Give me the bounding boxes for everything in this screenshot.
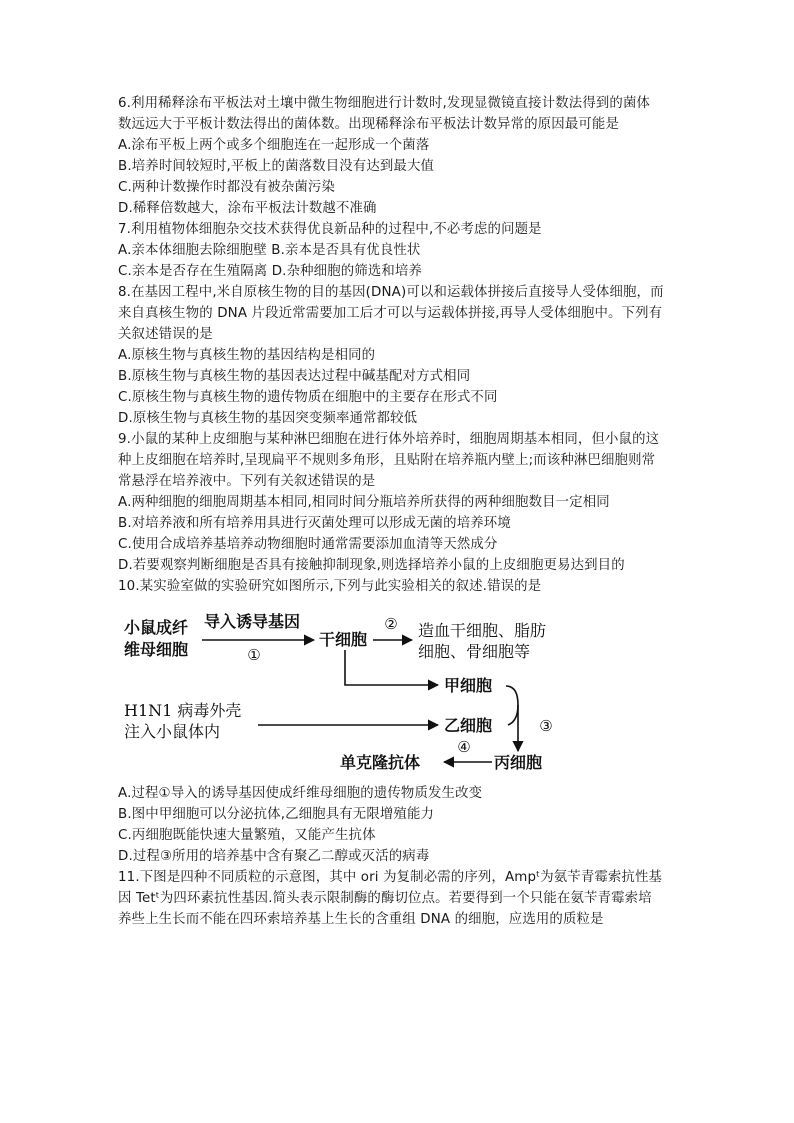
diagram-cell-yi: 乙细胞 <box>444 716 493 735</box>
q9-stem-line3: 常悬浮在培养液中。下列有关叙述错误的是 <box>118 474 376 489</box>
diagram-cell-jia: 甲细胞 <box>444 676 493 695</box>
q7-options-cd: C.亲本是否存在生殖隔离 D.杂种细胞的筛选和培养 <box>118 264 422 279</box>
q11-stem-line1: 11.下图是四种不同质粒的示意图，其中 ori 为复制必需的序列，Ampᵗ为氨苄青霉索抗性基 <box>118 870 663 885</box>
diagram-source-line1: 小鼠成纤 <box>124 618 189 637</box>
q8-option-c: C.原核生物与真核生物的遗传物质在细胞中的主要存在形式不同 <box>118 390 498 405</box>
q8-option-d: D.原核生物与真核生物的基因突变频率通常都较低 <box>118 411 418 426</box>
q11-stem-line3: 养些上生长而不能在四环索培养基上生长的含重组 DNA 的细胞，应选用的质粒是 <box>118 912 604 927</box>
diagram-cell-bing: 丙细胞 <box>494 753 543 772</box>
q8-option-b: B.原核生物与真核生物的基因表达过程中碱基配对方式相同 <box>118 369 471 384</box>
q11-stem-line2: 因 Tetᵗ为四环素抗性基因.简头表示限制酶的酶切位点。若要得到一个只能在氨苄青霉索培 <box>118 891 652 906</box>
diagram-virus-line2: 注入小鼠体内 <box>124 722 221 741</box>
q10-diagram <box>118 605 568 780</box>
q6-option-b: B.培养时间较短时,平板上的菌落数目没有达到最大值 <box>118 159 435 174</box>
diagram-step2-label: ② <box>384 615 398 633</box>
q8-stem-line3: 关叙述错误的是 <box>118 327 213 342</box>
q10-stem: 10.某实验室做的实验研究如图所示,下列与此实验相关的叙述.错误的是 <box>118 579 542 594</box>
diagram-source-line2: 维母细胞 <box>124 640 189 659</box>
diagram-virus-line1: H1N1 病毒外壳 <box>124 701 242 720</box>
q6-option-c: C.两种计数操作时都没有被杂菌污染 <box>118 180 336 195</box>
q6-stem-line1: 6.利用稀释涂布平板法对土壤中微生物细胞进行计数时,发现显微镜直接计数法得到的菌体 <box>118 96 651 111</box>
diagram-stem-cell: 干细胞 <box>319 630 368 649</box>
q6-stem-line2: 数远远大于平板计数法得出的菌体数。出现稀释涂布平板法计数异常的原因最可能是 <box>118 117 620 132</box>
q10-option-a: A.过程①导入的诱导基因使成纤维母细胞的遗传物质发生改变 <box>118 786 483 801</box>
q7-stem: 7.利用植物体细胞杂交技术获得优良新品种的过程中,不必考虑的问题是 <box>118 222 542 237</box>
q6-option-a: A.涂布平板上两个或多个细胞连在一起形成一个菌落 <box>118 138 430 153</box>
q8-stem-line1: 8.在基因工程中,米自原核生物的目的基因(DNA)可以和运载体拼接后直接导人受体细胞，而 <box>118 285 664 300</box>
q10-option-d: D.过程③所用的培养基中含有聚乙二醇或灭活的病毒 <box>118 849 430 864</box>
q9-option-d: D.若要观察判断细胞是否具有接触抑制现象,则选择培养小鼠的上皮细胞更易达到目的 <box>118 558 625 573</box>
q9-stem-line1: 9.小鼠的某种上皮细胞与某种淋巴细胞在进行体外培养时，细胞周期基本相同，但小鼠的这 <box>118 432 660 447</box>
q9-option-a: A.两种细胞的细胞周期基本相同,相同时间分瓶培养所获得的两种细胞数目一定相同 <box>118 495 610 510</box>
q8-option-a: A.原核生物与真核生物的基因结构是相同的 <box>118 348 376 363</box>
q8-stem-line2: 来自真核生物的 DNA 片段近常需要加工后才可以与运载体拼接,再导人受体细胞中。下列有 <box>118 306 663 321</box>
diagram-step4-label: ④ <box>457 738 471 756</box>
q7-options-ab: A.亲本体细胞去除细胞壁 B.亲本是否具有优良性状 <box>118 243 421 258</box>
diagram-antibody: 单克隆抗体 <box>340 753 421 772</box>
q10-option-c: C.丙细胞既能快速大量繁殖，又能产生抗体 <box>118 828 376 843</box>
q9-option-c: C.使用合成培养基培养动物细胞时通常需要添加血清等天然成分 <box>118 537 498 552</box>
diagram-step1-label: ① <box>247 646 261 664</box>
q9-stem-line2: 种上皮细胞在培养时,呈现扁平不规则多角形，且贴附在培养瓶内壁上;而该种淋巴细胞则常 <box>118 453 656 468</box>
diagram-differentiated-line2: 细胞、骨细胞等 <box>418 642 531 661</box>
q9-option-b: B.对培养液和所有培养用具进行灭菌处理可以形成无菌的培养环境 <box>118 516 511 531</box>
diagram-differentiated-line1: 造血干细胞、脂肪 <box>418 621 547 640</box>
diagram-step3-label: ③ <box>539 717 553 735</box>
q6-option-d: D.稀释倍数越大，涂布平板法计数越不准确 <box>118 201 377 216</box>
diagram-fusion-bracket <box>506 686 518 725</box>
q10-option-b: B.图中甲细胞可以分泌抗体,乙细胞具有无限增殖能力 <box>118 807 435 822</box>
diagram-arrow1-label: 导入诱导基因 <box>204 612 301 631</box>
